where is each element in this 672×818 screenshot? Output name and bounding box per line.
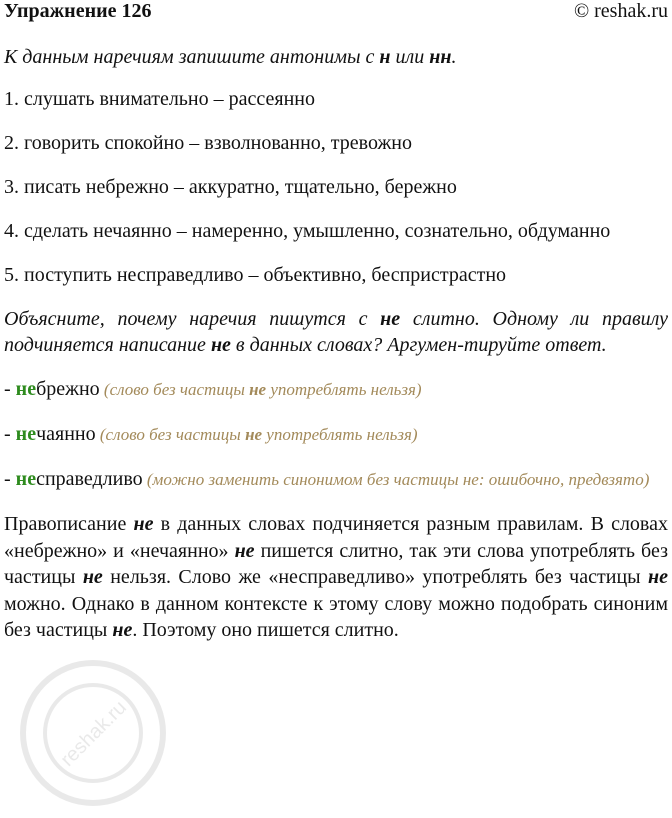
header (4, 0, 668, 24)
task-instruction (4, 44, 668, 70)
final-answer (4, 511, 668, 644)
answer-part-1: Правописание (4, 513, 134, 535)
answer-item-3: 3. писать небрежно – аккуратно, тщательно, бережно (4, 176, 457, 198)
question-part-3: в данных словах? Аргумен-тируйте ответ. (230, 334, 607, 356)
answer-item-1: 1. слушать внимательно – рассеянно (4, 88, 315, 110)
hint-note: (можно заменить синонимом без частицы не: ошибочно, предвзято) (142, 470, 650, 489)
hint-prefix-ne: не (15, 468, 37, 490)
hint-nespravedlivo (4, 466, 668, 493)
question-part-2: слитно. Одному ли правилу подчиняется написание (4, 308, 669, 356)
exercise-title: Упражнение 126 (4, 0, 152, 22)
question-part-1: Объясните, почему наречия пишутся с (4, 308, 381, 330)
hint-note-part-b: употреблять нельзя) (266, 380, 422, 399)
answer-item-4: 4. сделать нечаянно – намеренно, умышленно, сознательно, обдуманно (4, 220, 611, 242)
answer-part-6: . Поэтому оно пишется слитно. (132, 619, 399, 641)
answer-part-3: пишется слитно, так эти слова употреблять без частицы (4, 539, 668, 588)
answer-ne-2: не (234, 539, 255, 562)
task-end: . (451, 46, 457, 68)
answer-ne-5: не (112, 619, 133, 641)
answer-item-5: 5. поступить несправедливо – объективно, беспристрастно (4, 264, 507, 286)
question-ne-1: не (380, 308, 401, 330)
hint-prefix-ne: не (15, 423, 37, 445)
question-ne-2: не (210, 334, 231, 356)
task-or: или (390, 46, 430, 68)
task-letter-n: н (379, 46, 391, 68)
hint-note (100, 380, 422, 399)
answer-item-2: 2. говорить спокойно – взволнованно, тревожно (4, 132, 412, 154)
hint-note-ne: не (245, 425, 263, 444)
copyright-label: © reshak.ru (573, 0, 668, 22)
hint-note (96, 425, 418, 444)
task-text: К данным наречиям запишите антонимы с (4, 46, 380, 68)
exercise-page (4, 0, 668, 644)
answer-part-5: можно. Однако в данном контексте к этому слову можно подобрать синоним без частицы (4, 592, 668, 641)
hint-prefix-ne: не (15, 378, 37, 400)
hint-dash: - (4, 423, 16, 445)
hint-word-rest: брежно (36, 378, 100, 400)
answer-ne-4: не (648, 566, 668, 588)
answer-part-2: в данных словах подчиняется разным правилам. В словах «небрежно» и «нечаянно» (4, 513, 668, 562)
question-text (4, 306, 668, 358)
task-letter-nn: нн (429, 46, 452, 68)
hint-note-part-b: употреблять нельзя) (262, 425, 418, 444)
hint-note-ne: не (249, 380, 267, 399)
hint-word-rest: справедливо (36, 468, 143, 490)
watermark-text: reshak.ru (56, 696, 131, 771)
answer-ne-1: не (133, 513, 154, 535)
hint-note-part-a: (слово без частицы (95, 425, 246, 444)
reshak-watermark-icon (8, 648, 178, 818)
hint-dash: - (4, 378, 16, 400)
hint-nebrezhno (4, 376, 668, 403)
hint-word-rest: чаянно (36, 423, 96, 445)
hint-note-part-a: (слово без частицы (99, 380, 250, 399)
answer-ne-3: не (82, 566, 103, 588)
answer-part-4: нельзя. Слово же «несправедливо» употреблять без частицы (102, 566, 649, 588)
hint-nechayanno (4, 421, 668, 448)
hint-dash: - (4, 468, 16, 490)
